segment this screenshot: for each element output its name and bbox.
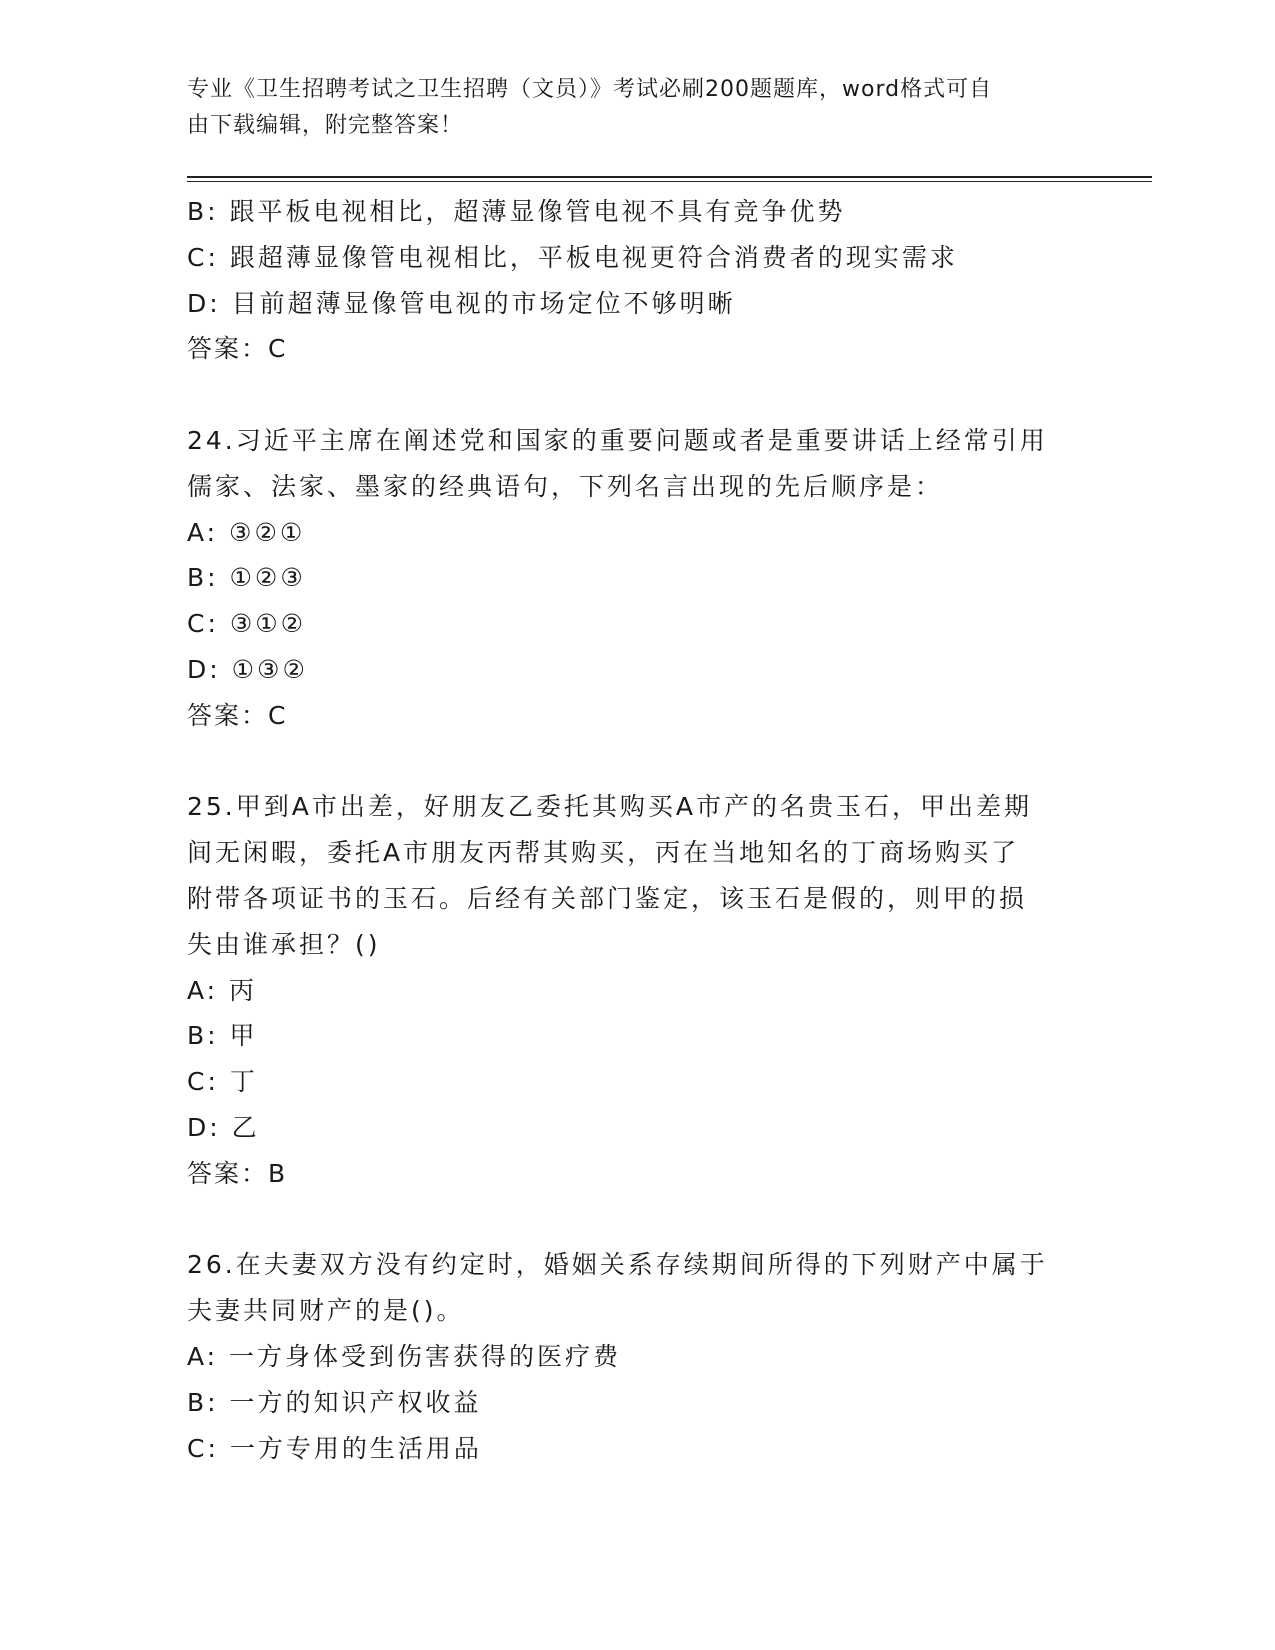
q25-option-b: B: 甲: [187, 1021, 258, 1051]
q24-option-d: D: ①③②: [187, 654, 308, 684]
q26-stem-line-2: 夫妻共同财产的是()。: [187, 1296, 465, 1326]
q25-option-a: A: 丙: [187, 975, 258, 1005]
q25-stem-line-3: 附带各项证书的玉石。后经有关部门鉴定，该玉石是假的，则甲的损: [187, 883, 1028, 913]
header-line-1: 专业《卫生招聘考试之卫生招聘（文员）》考试必刷200题题库，word格式可自: [187, 77, 993, 102]
document-header: [187, 72, 1067, 144]
q23-option-c: C: 跟超薄显像管电视相比，平板电视更符合消费者的现实需求: [187, 242, 958, 272]
q24-stem-line-2: 儒家、法家、墨家的经典语句，下列名言出现的先后顺序是：: [187, 471, 944, 501]
q26-option-a: A: 一方身体受到伤害获得的医疗费: [187, 1341, 622, 1371]
q25-stem-line-4: 失由谁承担？(): [187, 929, 381, 959]
spacer: [187, 739, 1087, 785]
q24-stem-line-1: 24.习近平主席在阐述党和国家的重要问题或者是重要讲话上经常引用: [187, 425, 1048, 455]
spacer: [187, 1197, 1087, 1243]
q24-option-a: A: ③②①: [187, 517, 306, 547]
spacer: [187, 372, 1087, 418]
q25-option-d: D: 乙: [187, 1112, 260, 1142]
q25-stem-line-1: 25.甲到A市出差，好朋友乙委托其购买A市产的名贵玉石，甲出差期: [187, 792, 1032, 822]
header-line-2: 由下载编辑，附完整答案！: [187, 113, 464, 138]
q24-answer: 答案：C: [187, 700, 288, 730]
q24-option-b: B: ①②③: [187, 563, 306, 593]
header-rule-thin: [187, 181, 1152, 182]
q23-option-d: D: 目前超薄显像管电视的市场定位不够明晰: [187, 288, 736, 318]
q24-option-c: C: ③①②: [187, 609, 307, 639]
q26-stem-line-1: 26.在夫妻双方没有约定时，婚姻关系存续期间所得的下列财产中属于: [187, 1250, 1048, 1280]
q25-stem-line-2: 间无闲暇，委托A市朋友丙帮其购买，丙在当地知名的丁商场购买了: [187, 838, 1020, 868]
q25-answer: 答案：B: [187, 1158, 288, 1188]
q25-option-c: C: 丁: [187, 1067, 258, 1097]
header-rule-thick: [187, 176, 1152, 178]
q26-option-c: C: 一方专用的生活用品: [187, 1433, 482, 1463]
q23-answer: 答案：C: [187, 334, 288, 364]
question-content: [187, 189, 1087, 1471]
q23-option-b: B: 跟平板电视相比，超薄显像管电视不具有竞争优势: [187, 197, 846, 226]
q26-option-b: B: 一方的知识产权收益: [187, 1387, 482, 1417]
